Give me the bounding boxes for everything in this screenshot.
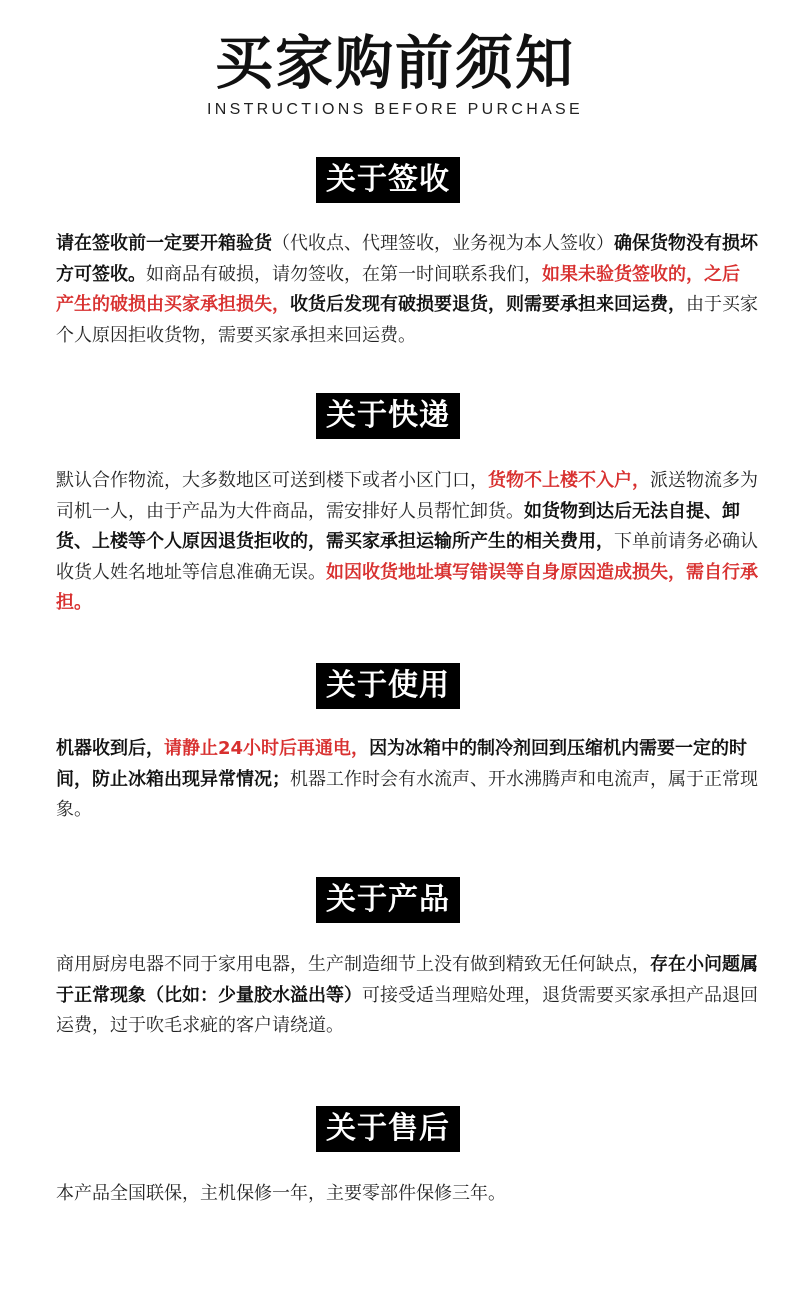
- section-heading-aftersales: 关于售后: [316, 1106, 460, 1152]
- text-segment: （代收点、代理签收，业务视为本人签收）: [272, 233, 614, 254]
- text-segment: 派送物流多为司机一人，由于产品为大件商品，需安排好人员帮忙卸货。: [56, 470, 758, 522]
- section-text-usage: [56, 734, 762, 826]
- text-segment: 本产品全国联保，主机保修一年，主要零部件保修三年。: [56, 1183, 506, 1204]
- text-segment: 如果未验货签收的，之后 产生的破损由买家承担损失，: [56, 263, 740, 315]
- text-segment: 如因收货地址填写错误等自身原因造成损失，需自行承担。: [56, 561, 758, 613]
- text-segment: 货物不上楼不入户，: [488, 470, 650, 491]
- text-segment: 如货物到达后无法自提、卸货、上楼等个人原因退货拒收的，需买家承担运输所产生的相关费用，: [56, 500, 740, 552]
- section-text-delivery: [56, 466, 762, 619]
- page-title: 买家购前须知: [214, 29, 575, 97]
- text-segment: 请在签收前一定要开箱验货: [56, 233, 272, 254]
- text-segment: 如商品有破损，请勿签收，在第一时间联系我们，: [146, 263, 542, 285]
- text-segment: 确保货物没有损坏方可签收。: [56, 233, 758, 285]
- section-heading-product: 关于产品: [316, 877, 460, 923]
- section-text-aftersales: [56, 1179, 762, 1210]
- text-segment: 请静止24小时后再通电，: [164, 738, 370, 759]
- text-segment: 商用厨房电器不同于家用电器，生产制造细节上没有做到精致无任何缺点，: [56, 954, 650, 975]
- text-segment: 默认合作物流，大多数地区可送到楼下或者小区门口，: [56, 470, 488, 491]
- text-segment: 存在小问题属于正常现象（比如：少量胶水溢出等）: [56, 954, 758, 1006]
- section-heading-delivery: 关于快递: [316, 393, 460, 439]
- text-segment: 收货后发现有破损要退货，则需要承担来回运费，: [290, 294, 686, 315]
- text-segment: 因为冰箱中的制冷剂回到压缩机内需要一定的时间，防止冰箱出现异常情况；: [56, 738, 748, 790]
- section-heading-signing: 关于签收: [316, 157, 460, 203]
- text-segment: 可接受适当理赔处理，退货需要买家承担产品退回运费，过于吹毛求疵的客户请绕道。: [56, 984, 758, 1036]
- text-segment: 机器收到后，: [56, 738, 164, 759]
- page-subtitle: INSTRUCTIONS BEFORE PURCHASE: [207, 101, 583, 118]
- text-segment: 下单前请务必确认收货人姓名地址等信息准确无误。: [56, 531, 758, 583]
- text-segment: 由于买家个人原因拒收货物，需要买家承担来回运费。: [56, 294, 758, 346]
- section-text-signing: [56, 229, 762, 351]
- section-text-product: [56, 950, 762, 1042]
- text-segment: 机器工作时会有水流声、开水沸腾声和电流声，属于正常现象。: [56, 768, 758, 820]
- section-heading-usage: 关于使用: [316, 663, 460, 709]
